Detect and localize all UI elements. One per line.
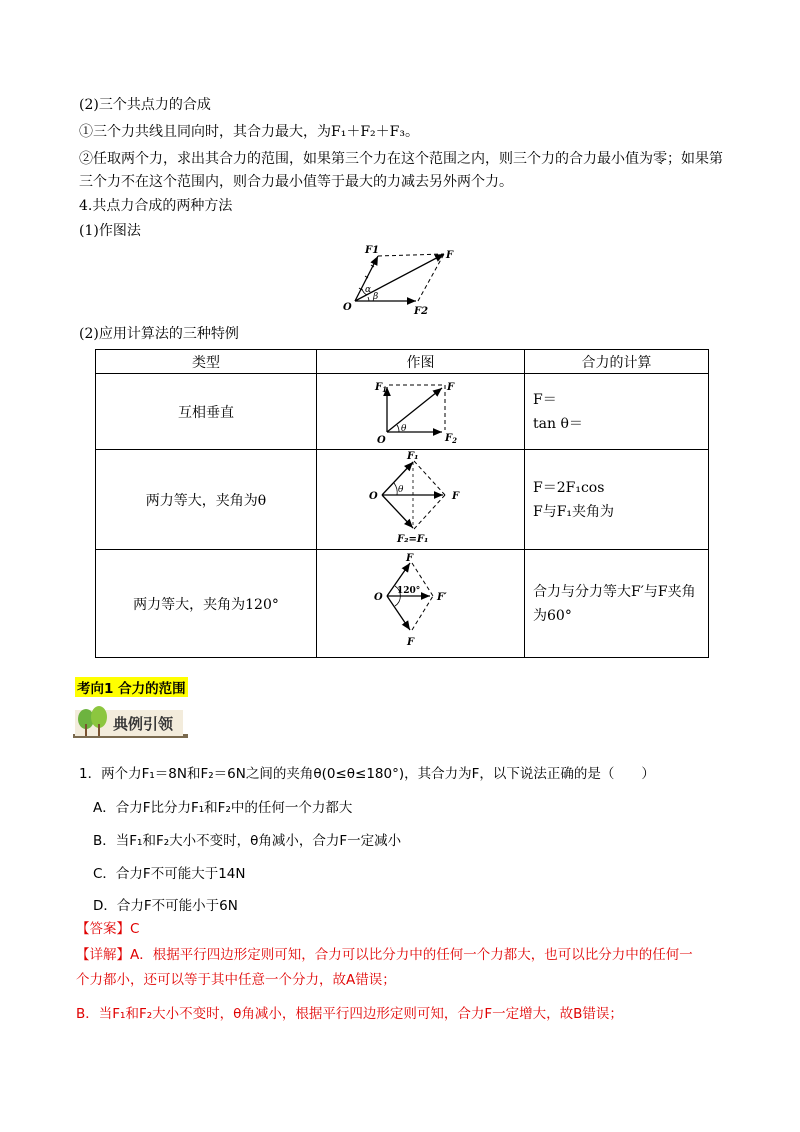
label-F1: F1: [365, 245, 380, 256]
text-line-range-1: ②任取两个力，求出其合力的范围，如果第三个力在这个范围之内，则三个力的合力最小值为零；如果第: [79, 151, 723, 167]
label-theta: θ: [401, 424, 407, 434]
label-O: O: [377, 435, 386, 446]
special-cases-table: [95, 349, 709, 658]
example-banner: [73, 706, 188, 740]
question-stem: 1．两个力F₁＝8N和F₂＝6N之间的夹角θ(0≤θ≤180°)，其合力为F，以下说法正确的是（ ）: [79, 766, 655, 782]
option-c[interactable]: C．合力F不可能大于14N: [93, 866, 246, 882]
row3-calc: [525, 550, 709, 658]
row2-figure-cell: [317, 450, 525, 550]
text-line-two-methods: 4.共点力合成的两种方法: [79, 198, 233, 214]
parallelogram-figure: [338, 240, 468, 320]
label-theta: θ: [398, 485, 404, 495]
row3-calc-line2: 为60°: [533, 607, 572, 624]
detail-line-2: 个力都小，还可以等于其中任意一个分力，故A错误；: [76, 972, 396, 988]
option-b[interactable]: B．当F₁和F₂大小不变时，θ角减小，合力F一定减小: [93, 833, 402, 849]
header-calc: 合力的计算: [525, 350, 709, 374]
label-alpha: α: [365, 285, 372, 295]
section-tag: 考向1 合力的范围: [75, 677, 188, 697]
text-line-graphic-method: (1)作图法: [79, 223, 141, 239]
row1-calc-line2: tan θ＝: [533, 415, 583, 432]
row1-figure-cell: [317, 374, 525, 450]
row3-calc-line1: 合力与分力等大F′与F夹角: [533, 583, 696, 600]
table-row: [96, 374, 709, 450]
label-beta: β: [373, 292, 379, 302]
perpendicular-figure: [317, 374, 524, 449]
row2-calc: [525, 450, 709, 550]
row2-calc-line1: F＝2F₁cos: [533, 479, 605, 496]
label-F-top: F: [406, 553, 414, 564]
label-F-bottom: F: [407, 637, 415, 648]
option-a[interactable]: A．合力F比分力F₁和F₂中的任何一个力都大: [93, 800, 353, 816]
text-line-calc-method: (2)应用计算法的三种特例: [79, 326, 239, 342]
label-F2: $F_2$: [445, 433, 457, 445]
angle-120-figure: [317, 550, 524, 657]
detail-line-3: B．当F₁和F₂大小不变时，θ角减小，根据平行四边形定则可知，合力F一定增大，故B错误；: [76, 1006, 623, 1022]
equal-forces-figure: [317, 450, 524, 549]
detail-line-1: 【详解】A．根据平行四边形定则可知，合力可以比分力中的任何一个力都大，也可以比分力中的任何一: [76, 947, 693, 963]
row3-type: 两力等大，夹角为120°: [96, 550, 317, 658]
table-row: [96, 450, 709, 550]
label-F1: $F_1$: [375, 382, 387, 394]
label-120: 120°: [397, 586, 421, 596]
label-F2-eq-F1: F₂=F₁: [397, 534, 429, 545]
label-O: O: [343, 302, 352, 313]
text-line-combination-three: (2)三个共点力的合成: [79, 97, 211, 113]
text-line-max-resultant: ①三个力共线且同向时，其合力最大，为F₁＋F₂＋F₃。: [79, 124, 419, 140]
banner-title: 典例引领: [113, 715, 174, 733]
header-type: 类型: [96, 350, 317, 374]
table-row: [96, 550, 709, 658]
label-O: O: [369, 491, 378, 502]
label-F: F: [446, 250, 454, 261]
label-F2: F2: [414, 306, 429, 317]
option-d[interactable]: D．合力F不可能小于6N: [93, 898, 238, 914]
label-F1: F₁: [407, 451, 419, 462]
label-F: F: [447, 382, 455, 393]
answer-label: 【答案】C: [76, 921, 140, 937]
text-line-range-2: 三个力不在这个范围内，则合力最小值等于最大的力减去另外两个力。: [79, 174, 513, 190]
row2-calc-line2: F与F₁夹角为: [533, 503, 615, 520]
row1-type: 互相垂直: [96, 374, 317, 450]
row1-calc-line1: F＝: [533, 391, 557, 408]
row3-figure-cell: [317, 550, 525, 658]
table-header-row: [96, 350, 709, 374]
label-F: F: [452, 491, 460, 502]
header-figure: 作图: [317, 350, 525, 374]
label-O: O: [374, 592, 383, 603]
row1-calc: [525, 374, 709, 450]
row2-type: 两力等大，夹角为θ: [96, 450, 317, 550]
label-F-prime: F′: [437, 592, 447, 603]
